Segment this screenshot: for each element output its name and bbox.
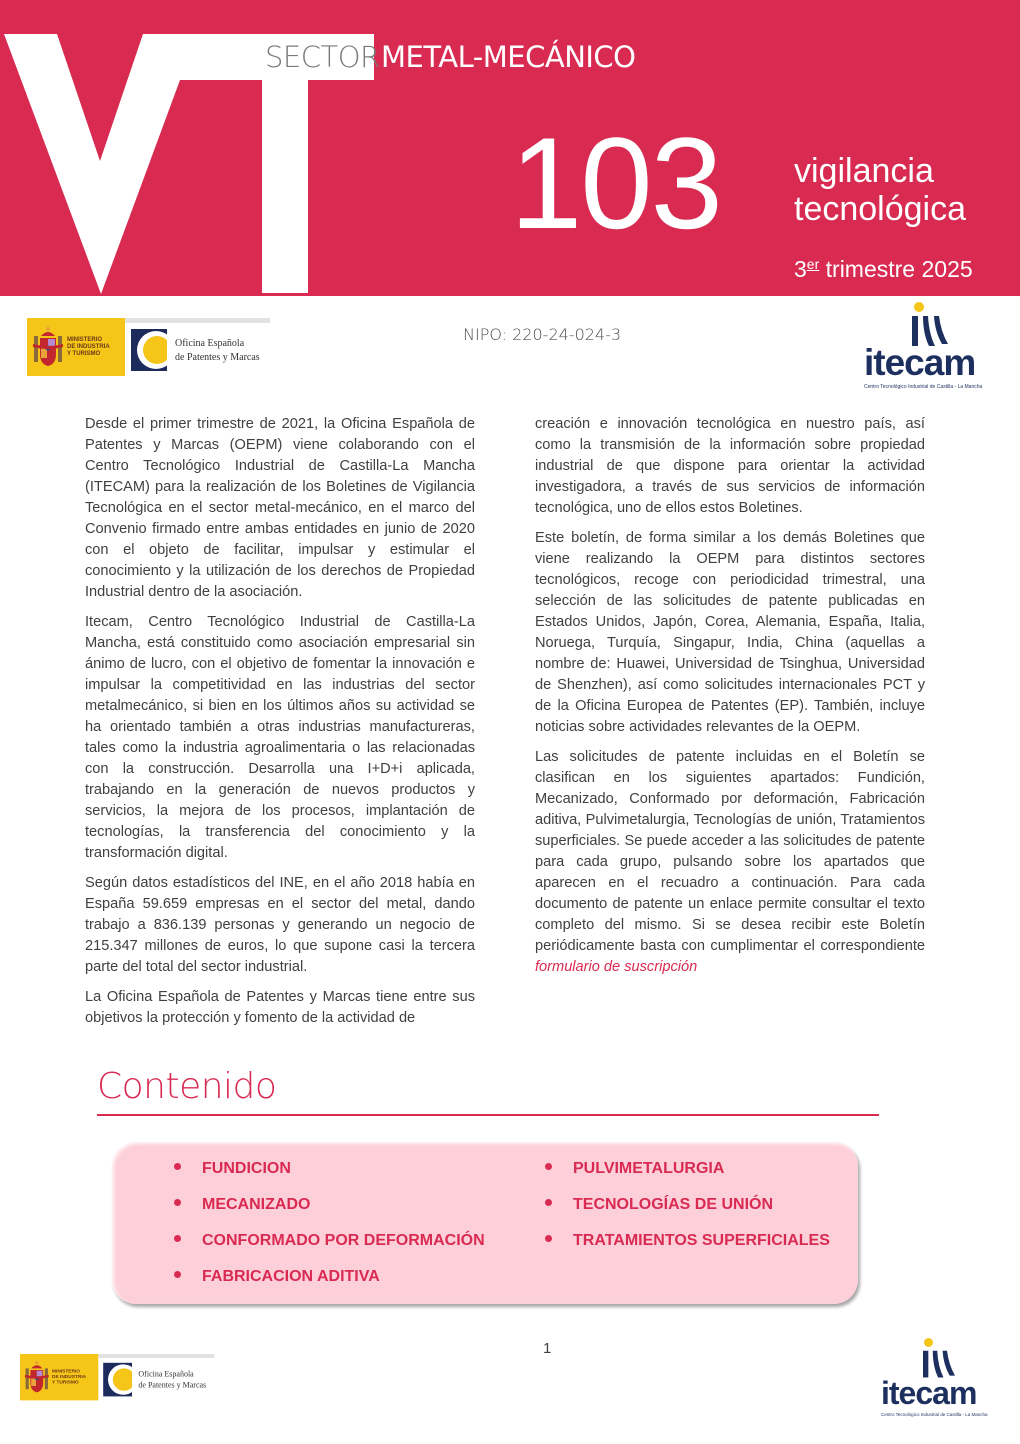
- paragraph-text: Las solicitudes de patente incluidas en el Boletín se clasifican en los siguientes apartados: Fundición, Mecanizado, Conformado por deformación, Fabricación aditiva, Pulvimetalurgia, Tecnologías de unión, Tratamientos superficiales. Se puede acceder a las solicitudes de patente para cada grupo, pulsando sobre los apartados que aparecen en el recuadro a continuación. Para cada documento de patente un enlace permite consultar el texto completo del mismo. Si se desea recibir este Boletín periódicamente basta con cumplimentar el correspondiente: [535, 749, 925, 954]
- page-number: 1: [543, 1340, 552, 1357]
- bullet-icon: [174, 1235, 181, 1242]
- itecam-tagline: Centro Tecnológico Industrial de Castilla - La Mancha: [881, 1412, 988, 1417]
- contents-box: [112, 1142, 858, 1304]
- ministry-logo: [20, 1354, 98, 1400]
- ministry-name: MINISTERIO DE INDUSTRIA Y TURISMO: [67, 337, 110, 357]
- quarter-suffix: er: [806, 256, 820, 272]
- bulletin-title-line2: tecnológica: [794, 190, 967, 228]
- subscription-form-link[interactable]: formulario de suscripción: [535, 959, 698, 975]
- sector-name: METAL-MECÁNICO: [381, 40, 636, 74]
- bullet-icon: [545, 1199, 552, 1206]
- contents-divider: [97, 1114, 879, 1116]
- bulletin-title-line1: vigilancia: [794, 152, 934, 190]
- paragraph: [535, 747, 925, 978]
- quarter-label: [794, 256, 973, 283]
- paragraph: creación e innovación tecnológica en nuestro país, así como la transmisión de la información sobre propiedad industrial de que dispone para orientar la actividad investigadora, a través de sus servicios de información tecnológica, uno de ellos estos Boletines.: [535, 416, 925, 516]
- toc-link-conformado[interactable]: CONFORMADO POR DEFORMACIÓN: [174, 1232, 485, 1250]
- oepm-emblem-icon: [103, 1363, 132, 1397]
- quarter-text: trimestre 2025: [825, 256, 973, 282]
- bullet-icon: [174, 1271, 181, 1278]
- nipo-code: NIPO: 220-24-024-3: [463, 325, 622, 344]
- oepm-name: Oficina Española de Patentes y Marcas: [175, 338, 260, 363]
- ministry-name: MINISTERIO DE INDUSTRIA Y TURISMO: [52, 1369, 87, 1386]
- toc-link-mecanizado[interactable]: MECANIZADO: [174, 1196, 310, 1214]
- body-left-column: [85, 414, 475, 1038]
- itecam-dot-icon: [924, 1338, 933, 1347]
- footer-itecam-logo: [880, 1336, 1020, 1426]
- toc-link-tratamientos-superficiales[interactable]: TRATAMIENTOS SUPERFICIALES: [545, 1232, 830, 1250]
- spain-crest-icon: [25, 1360, 49, 1394]
- oepm-logo: [125, 318, 270, 376]
- paragraph: La Oficina Española de Patentes y Marcas tiene entre sus objetivos la protección y fomento de la actividad de: [85, 989, 475, 1026]
- oepm-emblem-icon: [131, 329, 167, 371]
- itecam-logo: [862, 300, 1002, 390]
- paragraph: Este boletín, de forma similar a los demás Boletines que viene realizando la OEPM para distintos sectores tecnológicos, recoge con periodicidad trimestral, una selección de las solicitudes de patente publicadas en Estados Unidos, Japón, Corea, Alemania, España, Italia, Noruega, Turquía, Singapur, India, China (aquellas a nombre de: Huawei, Universidad de Tsinghua, Universidad de Shenzhen), así como solicitudes internacionales PCT y de la Oficina Europea de Patentes (EP). También, incluye noticias sobre actividades relevantes de la OEPM.: [535, 530, 925, 735]
- bulletin-title: [794, 152, 966, 228]
- paragraph: Desde el primer trimestre de 2021, la Oficina Española de Patentes y Marcas (OEPM) viene colaborando con el Centro Tecnológico Industrial de Castilla-La Mancha (ITECAM) para la realización de los Boletines de Vigilancia Tecnológica en el sector metal-mecánico, en el marco del Convenio firmado entre ambas entidades en junio de 2020 con el objeto de facilitar, impulsar y estimular el conocimiento y la utilización de los derechos de Propiedad Industrial dentro de la asociación.: [85, 416, 475, 600]
- bullet-icon: [174, 1163, 181, 1170]
- oepm-logo: [98, 1354, 214, 1400]
- bullet-icon: [174, 1199, 181, 1206]
- bullet-icon: [545, 1235, 552, 1242]
- itecam-dot-icon: [914, 302, 924, 312]
- body-right-column: [535, 414, 925, 987]
- itecam-wordmark: itecam: [864, 342, 976, 383]
- itecam-tagline: Centro Tecnológico Industrial de Castilla - La Mancha: [864, 384, 983, 390]
- paragraph: Itecam, Centro Tecnológico Industrial de Castilla-La Mancha, está constituido como asociación empresarial sin ánimo de lucro, con el objetivo de fomentar la innovación e impulsar la competitividad en las industrias del sector metalmecánico, si bien en los últimos años su actividad se ha orientado también a otras industrias manufactureras, tales como la industria agroalimentaria o las relacionadas con la construcción. Desarrolla una I+D+i aplicada, trabajando en la generación de nuevos productos y servicios, la mejora de los procesos, implantación de tecnologías, la transferencia del conocimiento y la transformación digital.: [85, 614, 475, 861]
- toc-link-tecnologias-union[interactable]: TECNOLOGÍAS DE UNIÓN: [545, 1196, 773, 1214]
- footer-government-logo: [20, 1354, 214, 1400]
- toc-link-fabricacion-aditiva[interactable]: FABRICACION ADITIVA: [174, 1268, 380, 1286]
- paragraph: Según datos estadísticos del INE, en el año 2018 había en España 59.659 empresas en el sector del metal, dando trabajo a 836.139 personas y generando un negocio de 215.347 millones de euros, lo que supone casi la tercera parte del total del sector industrial.: [85, 875, 475, 975]
- header-banner: [0, 0, 1020, 296]
- toc-link-fundicion[interactable]: FUNDICION: [174, 1160, 291, 1178]
- contents-title: Contenido: [97, 1066, 277, 1107]
- government-logo: [27, 318, 270, 376]
- toc-link-pulvimetalurgia[interactable]: PULVIMETALURGIA: [545, 1160, 724, 1178]
- issue-number: 103: [510, 110, 721, 256]
- itecam-wordmark: itecam: [881, 1375, 977, 1411]
- quarter-number: 3: [794, 256, 807, 282]
- oepm-name: Oficina Española de Patentes y Marcas: [138, 1370, 207, 1390]
- spain-crest-icon: [33, 326, 63, 368]
- ministry-logo: [27, 318, 125, 376]
- bullet-icon: [545, 1163, 552, 1170]
- sector-label: SECTOR: [265, 40, 380, 74]
